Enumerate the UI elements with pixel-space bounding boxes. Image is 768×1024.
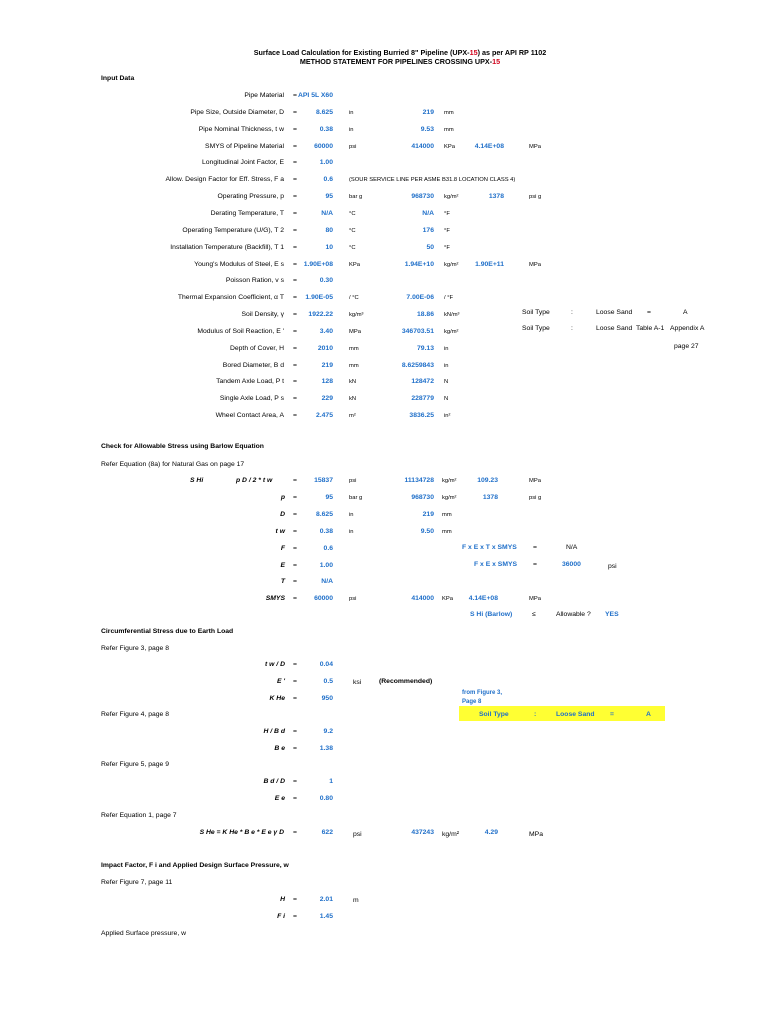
barlow-check-answer: YES <box>605 611 619 618</box>
input-label: Pipe Material <box>244 92 284 99</box>
input-label: Bored Diameter, B d <box>222 362 284 369</box>
input-unit-1: °C <box>349 211 356 217</box>
input-unit-3: psi g <box>529 194 542 200</box>
input-label: Modulus of Soil Reaction, E ' <box>197 328 284 335</box>
she-v1: 622 <box>321 829 333 836</box>
calc-unit: m <box>353 897 359 904</box>
input-value-2: 968730 <box>411 193 434 200</box>
fig3-note-line1: from Figure 3, <box>462 690 503 696</box>
calc-symbol: H <box>280 896 285 903</box>
calc-eq: = <box>293 778 297 785</box>
input-label: Wheel Contact Area, A <box>215 412 284 419</box>
soil-type-value: Loose Sand <box>596 309 633 316</box>
calc-eq: = <box>293 896 297 903</box>
calc-value: 0.80 <box>319 795 333 802</box>
input-label: Operating Temperature (U/G), T 2 <box>182 227 284 234</box>
barlow-value-2: 11134728 <box>404 477 434 484</box>
input-unit-1: KPa <box>349 262 360 268</box>
table-ref: Table A-1 <box>636 325 665 332</box>
fig3-note-line2: Page 8 <box>462 699 482 705</box>
fesmys-eq: = <box>533 561 537 568</box>
soil-type-class: A <box>683 309 688 316</box>
input-label: Tandem Axle Load, P t <box>216 378 284 385</box>
barlow-check-op: ≤ <box>532 611 536 618</box>
fetsmys-value: N/A <box>566 544 578 551</box>
circ-ref-fig4: Refer Figure 4, page 8 <box>101 711 170 718</box>
input-value-1: 0.38 <box>319 126 333 133</box>
barlow-check-label: S Hi (Barlow) <box>470 611 513 618</box>
input-label: Depth of Cover, H <box>229 345 284 352</box>
soil-type-value-2: Loose Sand <box>596 325 633 332</box>
input-label: Soil Density, γ <box>241 311 284 318</box>
input-eq: = <box>293 227 297 234</box>
input-value-3: 1378 <box>488 193 504 200</box>
soil-type-eq: = <box>647 309 651 316</box>
barlow-value-1: N/A <box>321 578 333 585</box>
input-unit-2: in <box>444 346 449 352</box>
shi-expression: p D / 2 * t w <box>236 477 273 484</box>
input-eq: = <box>293 210 297 217</box>
input-value-1: 95 <box>325 193 333 200</box>
input-value-1: 8.625 <box>315 109 333 116</box>
fetsmys-label: F x E x T x SMYS <box>462 544 517 551</box>
barlow-symbol: T <box>280 578 285 585</box>
input-unit-2: KPa <box>444 144 455 150</box>
input-label: Derating Temperature, T <box>210 210 284 217</box>
input-label: Single Axle Load, P s <box>219 395 284 402</box>
barlow-unit-1: psi <box>349 596 357 602</box>
input-value-2: 79.13 <box>416 345 434 352</box>
input-value-2: 128472 <box>411 378 434 385</box>
calc-value: 950 <box>321 695 333 702</box>
barlow-value-1: 60000 <box>314 595 333 602</box>
input-value-2: 414000 <box>411 143 434 150</box>
input-eq: = <box>293 328 297 335</box>
input-value-2: 1.94E+10 <box>404 261 434 268</box>
input-unit-1: psi <box>349 144 357 150</box>
input-unit-2: / °F <box>444 295 454 301</box>
impact-ref: Refer Figure 7, page 11 <box>101 879 173 886</box>
input-eq: = <box>293 378 297 385</box>
input-value-1: 2.475 <box>315 412 333 419</box>
barlow-unit-1: bar g <box>349 495 363 501</box>
input-unit-1: in <box>349 127 354 133</box>
input-value-2: 3836.25 <box>409 412 434 419</box>
barlow-value-1: 0.6 <box>323 545 333 552</box>
input-unit-2: °F <box>444 245 450 251</box>
she-expression: S He = K He * B e * E e γ D <box>199 829 284 836</box>
barlow-value-2: 414000 <box>411 595 434 602</box>
input-eq: = <box>293 143 297 150</box>
calc-symbol: t w / D <box>264 661 285 668</box>
applied-pressure-label: Applied Surface pressure, w <box>101 930 187 937</box>
input-label: Thermal Expansion Coefficient, α T <box>177 294 284 301</box>
input-value-2: 50 <box>426 244 434 251</box>
input-value-1: 1.00 <box>319 159 333 166</box>
barlow-value-3: 1378 <box>482 494 498 501</box>
input-value-1: 0.6 <box>323 176 333 183</box>
input-unit-1: / °C <box>349 295 359 301</box>
input-value-1: 80 <box>325 227 333 234</box>
input-unit-1: MPa <box>349 329 361 335</box>
input-unit-2: N <box>444 396 449 402</box>
fetsmys-eq: = <box>533 544 537 551</box>
input-value-2: N/A <box>422 210 434 217</box>
input-value-2: 228779 <box>411 395 434 402</box>
barlow-value-2: 219 <box>422 511 434 518</box>
input-value-2: 8.6259843 <box>401 362 434 369</box>
input-value-2: 346703.51 <box>401 328 434 335</box>
recommended-note: (Recommended) <box>379 678 433 685</box>
calc-symbol: B d / D <box>263 778 285 785</box>
input-value-2: 176 <box>422 227 434 234</box>
input-eq: = <box>293 345 297 352</box>
barlow-symbol: p <box>280 494 285 501</box>
input-value-2: 18.86 <box>416 311 434 318</box>
input-unit-2: N <box>444 379 449 385</box>
input-unit-1: kg/m³ <box>349 312 364 318</box>
input-eq: = <box>293 261 297 268</box>
input-eq: = <box>293 294 297 301</box>
input-unit-1: kN <box>349 379 357 385</box>
input-label: Poisson Ration, v s <box>225 277 284 284</box>
input-eq: = <box>293 311 297 318</box>
barlow-value-1: 15837 <box>314 477 333 484</box>
input-unit-3: MPa <box>529 144 541 150</box>
input-unit-1: °C <box>349 245 356 251</box>
input-value-1: 1.90E-05 <box>305 294 333 301</box>
calc-eq: = <box>293 795 297 802</box>
input-unit-2: kN/m³ <box>444 312 460 318</box>
input-eq: = <box>293 244 297 251</box>
barlow-eq: = <box>293 545 297 552</box>
barlow-value-1: 1.00 <box>319 562 333 569</box>
barlow-ref: Refer Equation (8a) for Natural Gas on page 17 <box>101 461 245 468</box>
she-v2: 437243 <box>411 829 434 836</box>
calc-value: 1 <box>329 778 333 785</box>
input-value-1: 229 <box>321 395 333 402</box>
barlow-eq: = <box>293 494 297 501</box>
input-eq: = <box>293 126 297 133</box>
input-unit-3: MPa <box>529 262 541 268</box>
input-unit-2: °F <box>444 228 450 234</box>
barlow-unit-3: MPa <box>529 478 541 484</box>
page-ref: page 27 <box>674 343 699 350</box>
soil-type-label: Soil Type <box>522 309 550 316</box>
input-label: Longitudinal Joint Factor, E <box>202 159 284 166</box>
input-label: Young's Modulus of Steel, E s <box>194 261 284 268</box>
fesmys-unit: psi <box>608 563 617 570</box>
she-u3: MPa <box>529 831 543 838</box>
barlow-value-1: 8.625 <box>315 511 333 518</box>
hl-colon: : <box>534 711 537 718</box>
barlow-symbol: SMYS <box>265 595 285 602</box>
barlow-unit-3: MPa <box>529 596 541 602</box>
calc-eq: = <box>293 695 297 702</box>
barlow-value-1: 95 <box>325 494 333 501</box>
calc-value: 0.04 <box>319 661 333 668</box>
input-label: Operating Pressure, p <box>217 193 284 200</box>
circ-ref-eq1: Refer Equation 1, page 7 <box>101 812 177 819</box>
barlow-value-3: 109.23 <box>477 477 498 484</box>
input-unit-2: °F <box>444 211 450 217</box>
input-unit-2: in <box>444 363 449 369</box>
barlow-value-2: 9.50 <box>420 528 434 535</box>
barlow-symbol: F <box>280 545 285 552</box>
input-unit-2: mm <box>444 110 454 116</box>
input-eq: = <box>293 159 297 166</box>
calc-symbol: F i <box>277 913 285 920</box>
input-label: Pipe Nominal Thickness, t w <box>198 126 284 133</box>
input-value-1: 3.40 <box>319 328 333 335</box>
input-unit-2: mm <box>444 127 454 133</box>
input-value-2: 7.00E-06 <box>406 294 434 301</box>
soil-type-colon-2: : <box>571 325 573 332</box>
page-title: Surface Load Calculation for Existing Burried 8" Pipeline (UPX-15) as per API RP 1102 <box>253 48 547 57</box>
calc-eq: = <box>293 661 297 668</box>
soil-type-colon: : <box>571 309 573 316</box>
input-eq: = <box>293 109 297 116</box>
barlow-unit-2: kg/m² <box>442 478 457 484</box>
hl-soil-type: Soil Type <box>479 711 509 718</box>
calc-symbol: E ' <box>276 678 285 685</box>
she-eq: = <box>293 829 297 836</box>
input-unit-1: bar g <box>349 194 363 200</box>
input-unit-1: m² <box>349 413 356 419</box>
barlow-symbol: E <box>280 562 285 569</box>
input-label: Pipe Size, Outside Diameter, D <box>190 109 284 116</box>
fesmys-value: 36000 <box>562 561 581 568</box>
input-data-heading: Input Data <box>101 75 135 82</box>
fesmys-label: F x E x SMYS <box>474 561 518 568</box>
calc-symbol: E e <box>274 795 285 802</box>
input-value-1: 0.30 <box>319 277 333 284</box>
barlow-unit-1: psi <box>349 478 357 484</box>
input-unit-1: °C <box>349 228 356 234</box>
input-value-3: 1.90E+11 <box>475 261 504 268</box>
circ-ref-fig3: Refer Figure 3, page 8 <box>101 645 170 652</box>
input-unit-2: in² <box>444 413 451 419</box>
calc-eq: = <box>293 745 297 752</box>
calc-symbol: K He <box>269 695 285 702</box>
input-label: SMYS of Pipeline Material <box>205 143 284 150</box>
shi-label: S Hi <box>190 477 204 484</box>
barlow-unit-2: mm <box>442 512 452 518</box>
calc-value: 2.01 <box>319 896 333 903</box>
calc-unit: ksi <box>353 679 362 686</box>
input-unit-1: kN <box>349 396 357 402</box>
input-value-1: 219 <box>321 362 333 369</box>
barlow-symbol: D <box>280 511 285 518</box>
barlow-eq: = <box>293 578 297 585</box>
input-value-1: 1.90E+08 <box>303 261 333 268</box>
input-value-3: 4.14E+08 <box>474 143 504 150</box>
input-eq: = <box>293 176 297 183</box>
she-u1: psi <box>353 831 362 838</box>
barlow-unit-1: in <box>349 529 354 535</box>
barlow-unit-2: KPa <box>442 596 453 602</box>
input-unit-2: kg/m² <box>444 262 459 268</box>
input-value-2: 9.53 <box>420 126 434 133</box>
barlow-heading: Check for Allowable Stress using Barlow Equation <box>101 443 264 450</box>
input-unit-1: mm <box>349 363 359 369</box>
barlow-value-1: 0.38 <box>319 528 333 535</box>
input-eq: = <box>293 277 297 284</box>
input-unit-1: (SOUR SERVICE LINE PER ASME B31.8 LOCATION CLASS 4) <box>349 177 516 183</box>
input-eq: = <box>293 395 297 402</box>
she-u2: kg/m² <box>442 831 459 838</box>
barlow-check-question: Allowable ? <box>556 611 591 618</box>
calc-eq: = <box>293 728 297 735</box>
input-value-1: 10 <box>325 244 333 251</box>
calc-value: 9.2 <box>323 728 333 735</box>
input-unit-2: kg/m² <box>444 329 459 335</box>
page-subtitle: METHOD STATEMENT FOR PIPELINES CROSSING UPX-15 <box>299 57 501 66</box>
barlow-eq: = <box>293 562 297 569</box>
barlow-eq: = <box>293 528 297 535</box>
calc-symbol: H / B d <box>263 728 285 735</box>
input-label: Allow. Design Factor for Eff. Stress, F a <box>165 176 284 183</box>
barlow-value-2: 968730 <box>411 494 434 501</box>
calc-value: 1.38 <box>319 745 333 752</box>
calc-eq: = <box>293 913 297 920</box>
hl-loose-sand: Loose Sand <box>556 711 595 718</box>
input-value-1: 1922.22 <box>308 311 333 318</box>
soil-type-label-2: Soil Type <box>522 325 550 332</box>
barlow-eq: = <box>293 511 297 518</box>
hl-class: A <box>646 711 651 718</box>
barlow-eq: = <box>293 477 297 484</box>
circ-ref-fig5: Refer Figure 5, page 9 <box>101 761 170 768</box>
input-unit-2: kg/m² <box>444 194 459 200</box>
appendix-ref: Appendix A <box>670 325 705 332</box>
input-unit-1: in <box>349 110 354 116</box>
calc-symbol: B e <box>274 745 285 752</box>
calc-value: 0.5 <box>323 678 333 685</box>
input-eq: = <box>293 92 297 99</box>
impact-heading: Impact Factor, F i and Applied Design Surface Pressure, w <box>101 862 289 869</box>
input-eq: = <box>293 412 297 419</box>
input-value-2: 219 <box>422 109 434 116</box>
circ-heading: Circumferential Stress due to Earth Load <box>101 628 234 635</box>
input-value-1: API 5L X60 <box>297 92 333 99</box>
input-value-1: N/A <box>321 210 333 217</box>
barlow-unit-3: psi g <box>529 495 542 501</box>
input-unit-1: mm <box>349 346 359 352</box>
barlow-value-3: 4.14E+08 <box>468 595 498 602</box>
calc-value: 1.45 <box>319 913 333 920</box>
she-v3: 4.29 <box>484 829 498 836</box>
input-value-1: 60000 <box>314 143 333 150</box>
hl-eq: = <box>610 711 614 718</box>
input-eq: = <box>293 362 297 369</box>
barlow-symbol: t w <box>275 528 285 535</box>
barlow-unit-2: kg/m² <box>442 495 457 501</box>
input-value-1: 128 <box>321 378 333 385</box>
input-value-1: 2010 <box>317 345 333 352</box>
barlow-unit-2: mm <box>442 529 452 535</box>
input-label: Installation Temperature (Backfill), T 1 <box>170 244 284 251</box>
input-eq: = <box>293 193 297 200</box>
barlow-unit-1: in <box>349 512 354 518</box>
calc-eq: = <box>293 678 297 685</box>
barlow-eq: = <box>293 595 297 602</box>
